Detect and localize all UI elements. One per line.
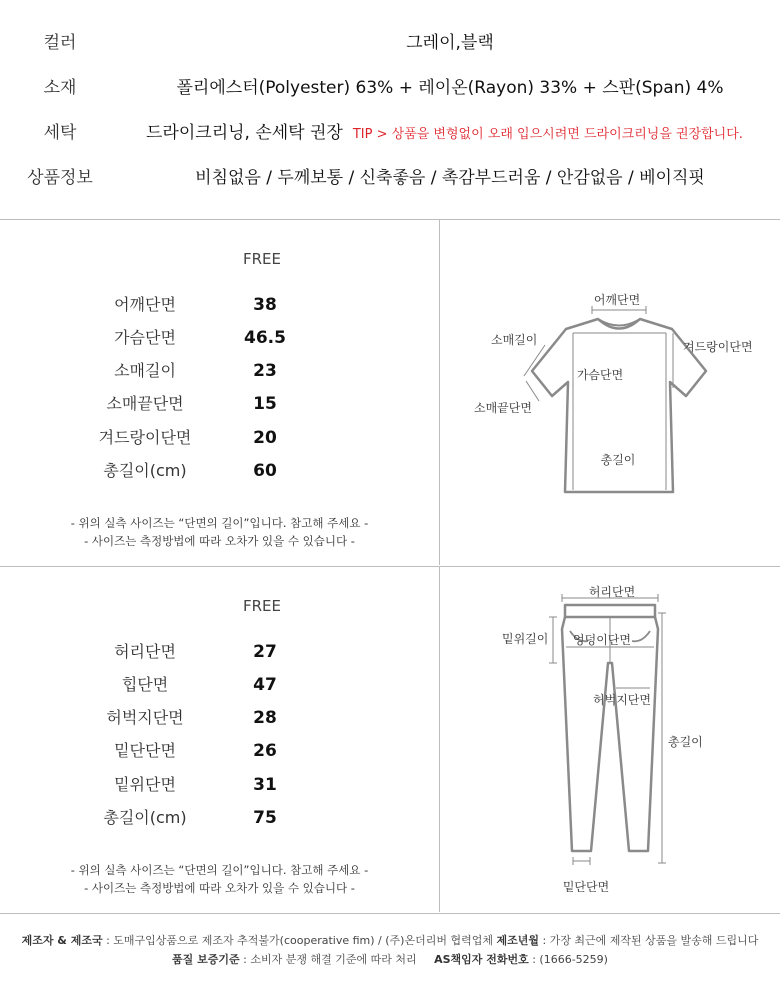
size-row [60, 736, 320, 766]
size-row [60, 323, 320, 353]
manufacture-date-text: : 가장 최근에 제작된 상품을 발송해 드립니다 [542, 934, 759, 947]
as-contact-label: AS책임자 전화번호 [434, 953, 529, 966]
tshirt-svg [440, 220, 780, 566]
product-value: 비침없음 / 두께보통 / 신축좋음 / 촉감부드러움 / 안감없음 / 베이직핏 [195, 168, 705, 188]
bottom-size-header: FREE [242, 597, 281, 615]
size-label: 어깨단면 [114, 295, 176, 314]
size-row [60, 290, 320, 320]
size-value: 23 [253, 361, 277, 381]
tshirt-diagram [440, 220, 780, 566]
wash-tip: TIP > 상품을 변형없이 오래 입으시려면 드라이크리닝을 권장합니다. [352, 127, 743, 142]
size-row [60, 670, 320, 700]
size-value: 75 [253, 808, 277, 828]
size-row [60, 389, 320, 419]
pants-label-thigh: 허벅지단면 [593, 693, 651, 707]
material-value: 폴리에스터(Polyester) 63% + 레이온(Rayon) 33% + 스판(Span) 4% [176, 78, 724, 98]
size-label: 밑위단면 [114, 775, 176, 794]
divider-bottom [0, 913, 780, 914]
footer-line-2 [0, 951, 780, 967]
pants-label-waist: 허리단면 [588, 585, 636, 599]
info-row-product [0, 163, 780, 193]
size-label: 허리단면 [114, 642, 176, 661]
pants-diagram [440, 567, 780, 913]
tshirt-label-chest: 가슴단면 [576, 368, 624, 382]
manufacture-date-label: 제조년월 [496, 934, 539, 947]
pants-label-hip: 엉덩이단면 [573, 633, 631, 647]
tshirt-label-sleeve-length: 소매길이 [491, 333, 538, 347]
as-contact-text: : (1666-5259) [532, 953, 608, 966]
size-label: 총길이(cm) [103, 808, 187, 827]
size-value: 27 [253, 642, 277, 662]
size-label: 소매길이 [114, 361, 176, 380]
top-size-header: FREE [242, 250, 281, 268]
size-row [60, 770, 320, 800]
pants-label-hem: 밑단단면 [562, 880, 610, 894]
tshirt-label-total: 총길이 [600, 453, 636, 467]
product-label: 상품정보 [27, 168, 93, 188]
size-value: 47 [253, 675, 277, 695]
size-note: - 사이즈는 측정방법에 따라 오차가 있을 수 있습니다 - [84, 881, 355, 895]
pants-label-total: 총길이 [668, 735, 703, 749]
size-value: 31 [253, 775, 277, 795]
wash-text: 드라이크리닝, 손세탁 권장 [146, 123, 343, 143]
tshirt-label-armpit: 겨드랑이단면 [683, 340, 753, 354]
size-value: 28 [253, 708, 277, 728]
top-size-table [0, 220, 439, 566]
size-row [60, 703, 320, 733]
color-label: 컬러 [43, 33, 77, 53]
size-value: 15 [253, 394, 277, 414]
size-value: 46.5 [244, 328, 286, 348]
info-row-wash [0, 118, 780, 148]
size-value: 26 [253, 741, 277, 761]
footer-line-1 [0, 932, 780, 948]
wash-label: 세탁 [43, 123, 77, 143]
pants-label-rise: 밑위길이 [502, 632, 549, 646]
size-row [60, 423, 320, 453]
size-label: 밑단단면 [114, 741, 176, 760]
size-row [60, 637, 320, 667]
size-note: - 위의 실측 사이즈는 “단면의 길이”입니다. 참고해 주세요 - [70, 516, 369, 530]
size-label: 소매끝단면 [106, 394, 184, 413]
size-note: - 사이즈는 측정방법에 따라 오차가 있을 수 있습니다 - [84, 534, 355, 548]
pants-svg [440, 567, 780, 913]
size-label: 총길이(cm) [103, 461, 187, 480]
size-row [60, 456, 320, 486]
warranty-text: : 소비자 분쟁 해결 기준에 따라 처리 [243, 953, 417, 966]
manufacturer-text: : 도매구입상품으로 제조자 추적불가(cooperative fim) / (주)온더리버 협력업체 [106, 934, 493, 947]
size-label: 허벅지단면 [106, 708, 184, 727]
bottom-size-table [0, 567, 439, 913]
manufacturer-label: 제조자 & 제조국 [21, 934, 103, 947]
pants-labels [502, 584, 703, 894]
info-row-color [0, 28, 780, 58]
size-note: - 위의 실측 사이즈는 “단면의 길이”입니다. 참고해 주세요 - [70, 863, 369, 877]
size-label: 힙단면 [121, 675, 169, 694]
info-row-material [0, 73, 780, 103]
warranty-label: 품질 보증기준 [172, 953, 240, 966]
size-value: 38 [253, 295, 277, 315]
wash-value [146, 118, 766, 150]
size-row [60, 803, 320, 833]
color-value: 그레이,블랙 [406, 33, 494, 53]
size-value: 20 [253, 428, 277, 448]
tshirt-label-shoulder: 어깨단면 [593, 293, 641, 307]
material-label: 소재 [43, 78, 77, 98]
size-label: 겨드랑이단면 [98, 428, 192, 447]
product-info [0, 0, 780, 220]
size-row [60, 356, 320, 386]
size-label: 가슴단면 [114, 328, 176, 347]
tshirt-labels [474, 292, 753, 467]
size-value: 60 [253, 461, 277, 481]
tshirt-label-sleeve-end: 소매끝단면 [474, 401, 532, 415]
